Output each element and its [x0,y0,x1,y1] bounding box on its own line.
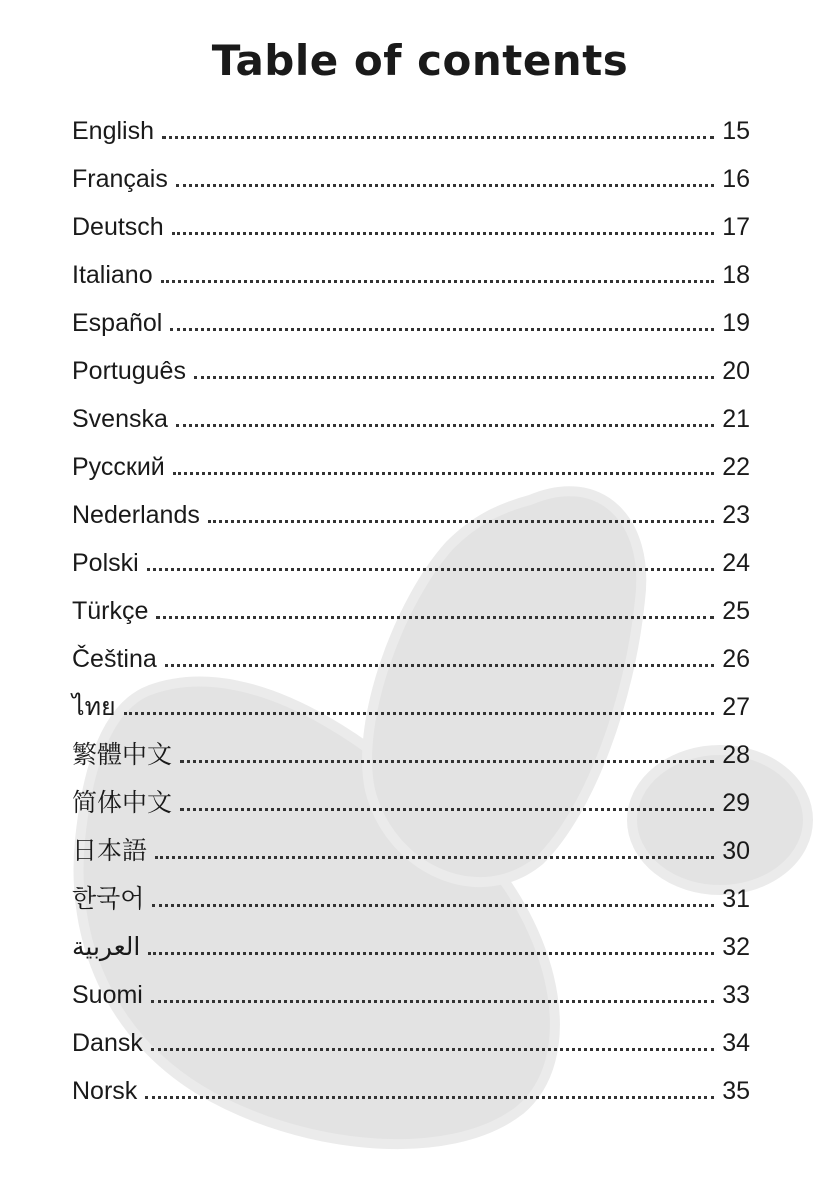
toc-entry[interactable] [72,530,750,578]
toc-entry-label: ไทย [72,693,116,721]
dot-leader [172,232,714,235]
toc-entry-page-number: 30 [722,837,750,865]
toc-entry-label: Polski [72,549,139,577]
toc-entry-page-number: 20 [722,357,750,385]
toc-entry[interactable] [72,434,750,482]
toc-entry-page-number: 35 [722,1077,750,1105]
dot-leader [165,664,714,667]
toc-entry-page-number: 34 [722,1029,750,1057]
toc-entry-page-number: 15 [722,117,750,145]
toc-entry-page-number: 22 [722,453,750,481]
dot-leader [162,136,714,139]
dot-leader [194,376,714,379]
toc-entry-label: Português [72,357,186,385]
dot-leader [176,184,714,187]
toc-entry-label: Français [72,165,168,193]
toc-entry-page-number: 17 [722,213,750,241]
dot-leader [151,1048,714,1051]
toc-entry[interactable] [72,722,750,770]
toc-entry[interactable] [72,626,750,674]
toc-entry[interactable] [72,242,750,290]
toc-entry-page-number: 23 [722,501,750,529]
toc-entry[interactable] [72,482,750,530]
toc-entry-page-number: 27 [722,693,750,721]
dot-leader [156,616,714,619]
dot-leader [208,520,714,523]
toc-entry[interactable] [72,578,750,626]
toc-entry-label: 한국어 [72,885,145,913]
toc-entry-page-number: 31 [722,885,750,913]
toc-entry-page-number: 24 [722,549,750,577]
toc-entry-label: Nederlands [72,501,200,529]
dot-leader [152,904,714,907]
dot-leader [161,280,714,283]
toc-entry[interactable] [72,98,750,146]
toc-entry[interactable] [72,1058,750,1106]
toc-entry[interactable] [72,146,750,194]
toc-entry-label: 简体中文 [72,789,173,817]
toc-entry-page-number: 26 [722,645,750,673]
dot-leader [145,1096,714,1099]
toc-entry[interactable] [72,290,750,338]
dot-leader [170,328,714,331]
toc-entry-page-number: 18 [722,261,750,289]
page-title: Table of contents [211,36,629,85]
toc-entry[interactable] [72,194,750,242]
toc-entry[interactable] [72,770,750,818]
toc-entry-label: Svenska [72,405,168,433]
toc-entry[interactable] [72,1010,750,1058]
toc-entry-label: English [72,117,154,145]
toc-entry-label: Deutsch [72,213,164,241]
dot-leader [124,712,714,715]
toc-entry-page-number: 16 [722,165,750,193]
toc-entry-label: العربية [72,933,141,961]
toc-entry-label: 日本語 [72,837,148,865]
toc-entry-label: Norsk [72,1077,138,1105]
toc-entry-page-number: 28 [722,741,750,769]
dot-leader [173,472,714,475]
toc-entry-page-number: 25 [722,597,750,625]
toc-entry-page-number: 21 [722,405,750,433]
toc-entry[interactable] [72,674,750,722]
dot-leader [148,952,714,955]
dot-leader [180,808,714,811]
toc-entry[interactable] [72,914,750,962]
dot-leader [180,760,714,763]
dot-leader [147,568,714,571]
toc-entry[interactable] [72,338,750,386]
dot-leader [176,424,714,427]
toc-entry-label: Türkçe [72,597,149,625]
toc-entry-page-number: 33 [722,981,750,1009]
toc-entry-label: Italiano [72,261,153,289]
toc-entry-label: Español [72,309,163,337]
toc-entry-label: Dansk [72,1029,143,1057]
toc-entry-page-number: 19 [722,309,750,337]
table-of-contents [72,98,750,1106]
dot-leader [155,856,714,859]
toc-entry-page-number: 32 [722,933,750,961]
toc-entry[interactable] [72,818,750,866]
dot-leader [151,1000,714,1003]
toc-entry-label: Русский [72,453,165,481]
toc-entry-label: 繁體中文 [72,741,173,769]
toc-entry-page-number: 29 [722,789,750,817]
toc-entry-label: Suomi [72,981,143,1009]
toc-entry[interactable] [72,866,750,914]
toc-entry-label: Čeština [72,645,157,673]
toc-entry[interactable] [72,386,750,434]
toc-entry[interactable] [72,962,750,1010]
